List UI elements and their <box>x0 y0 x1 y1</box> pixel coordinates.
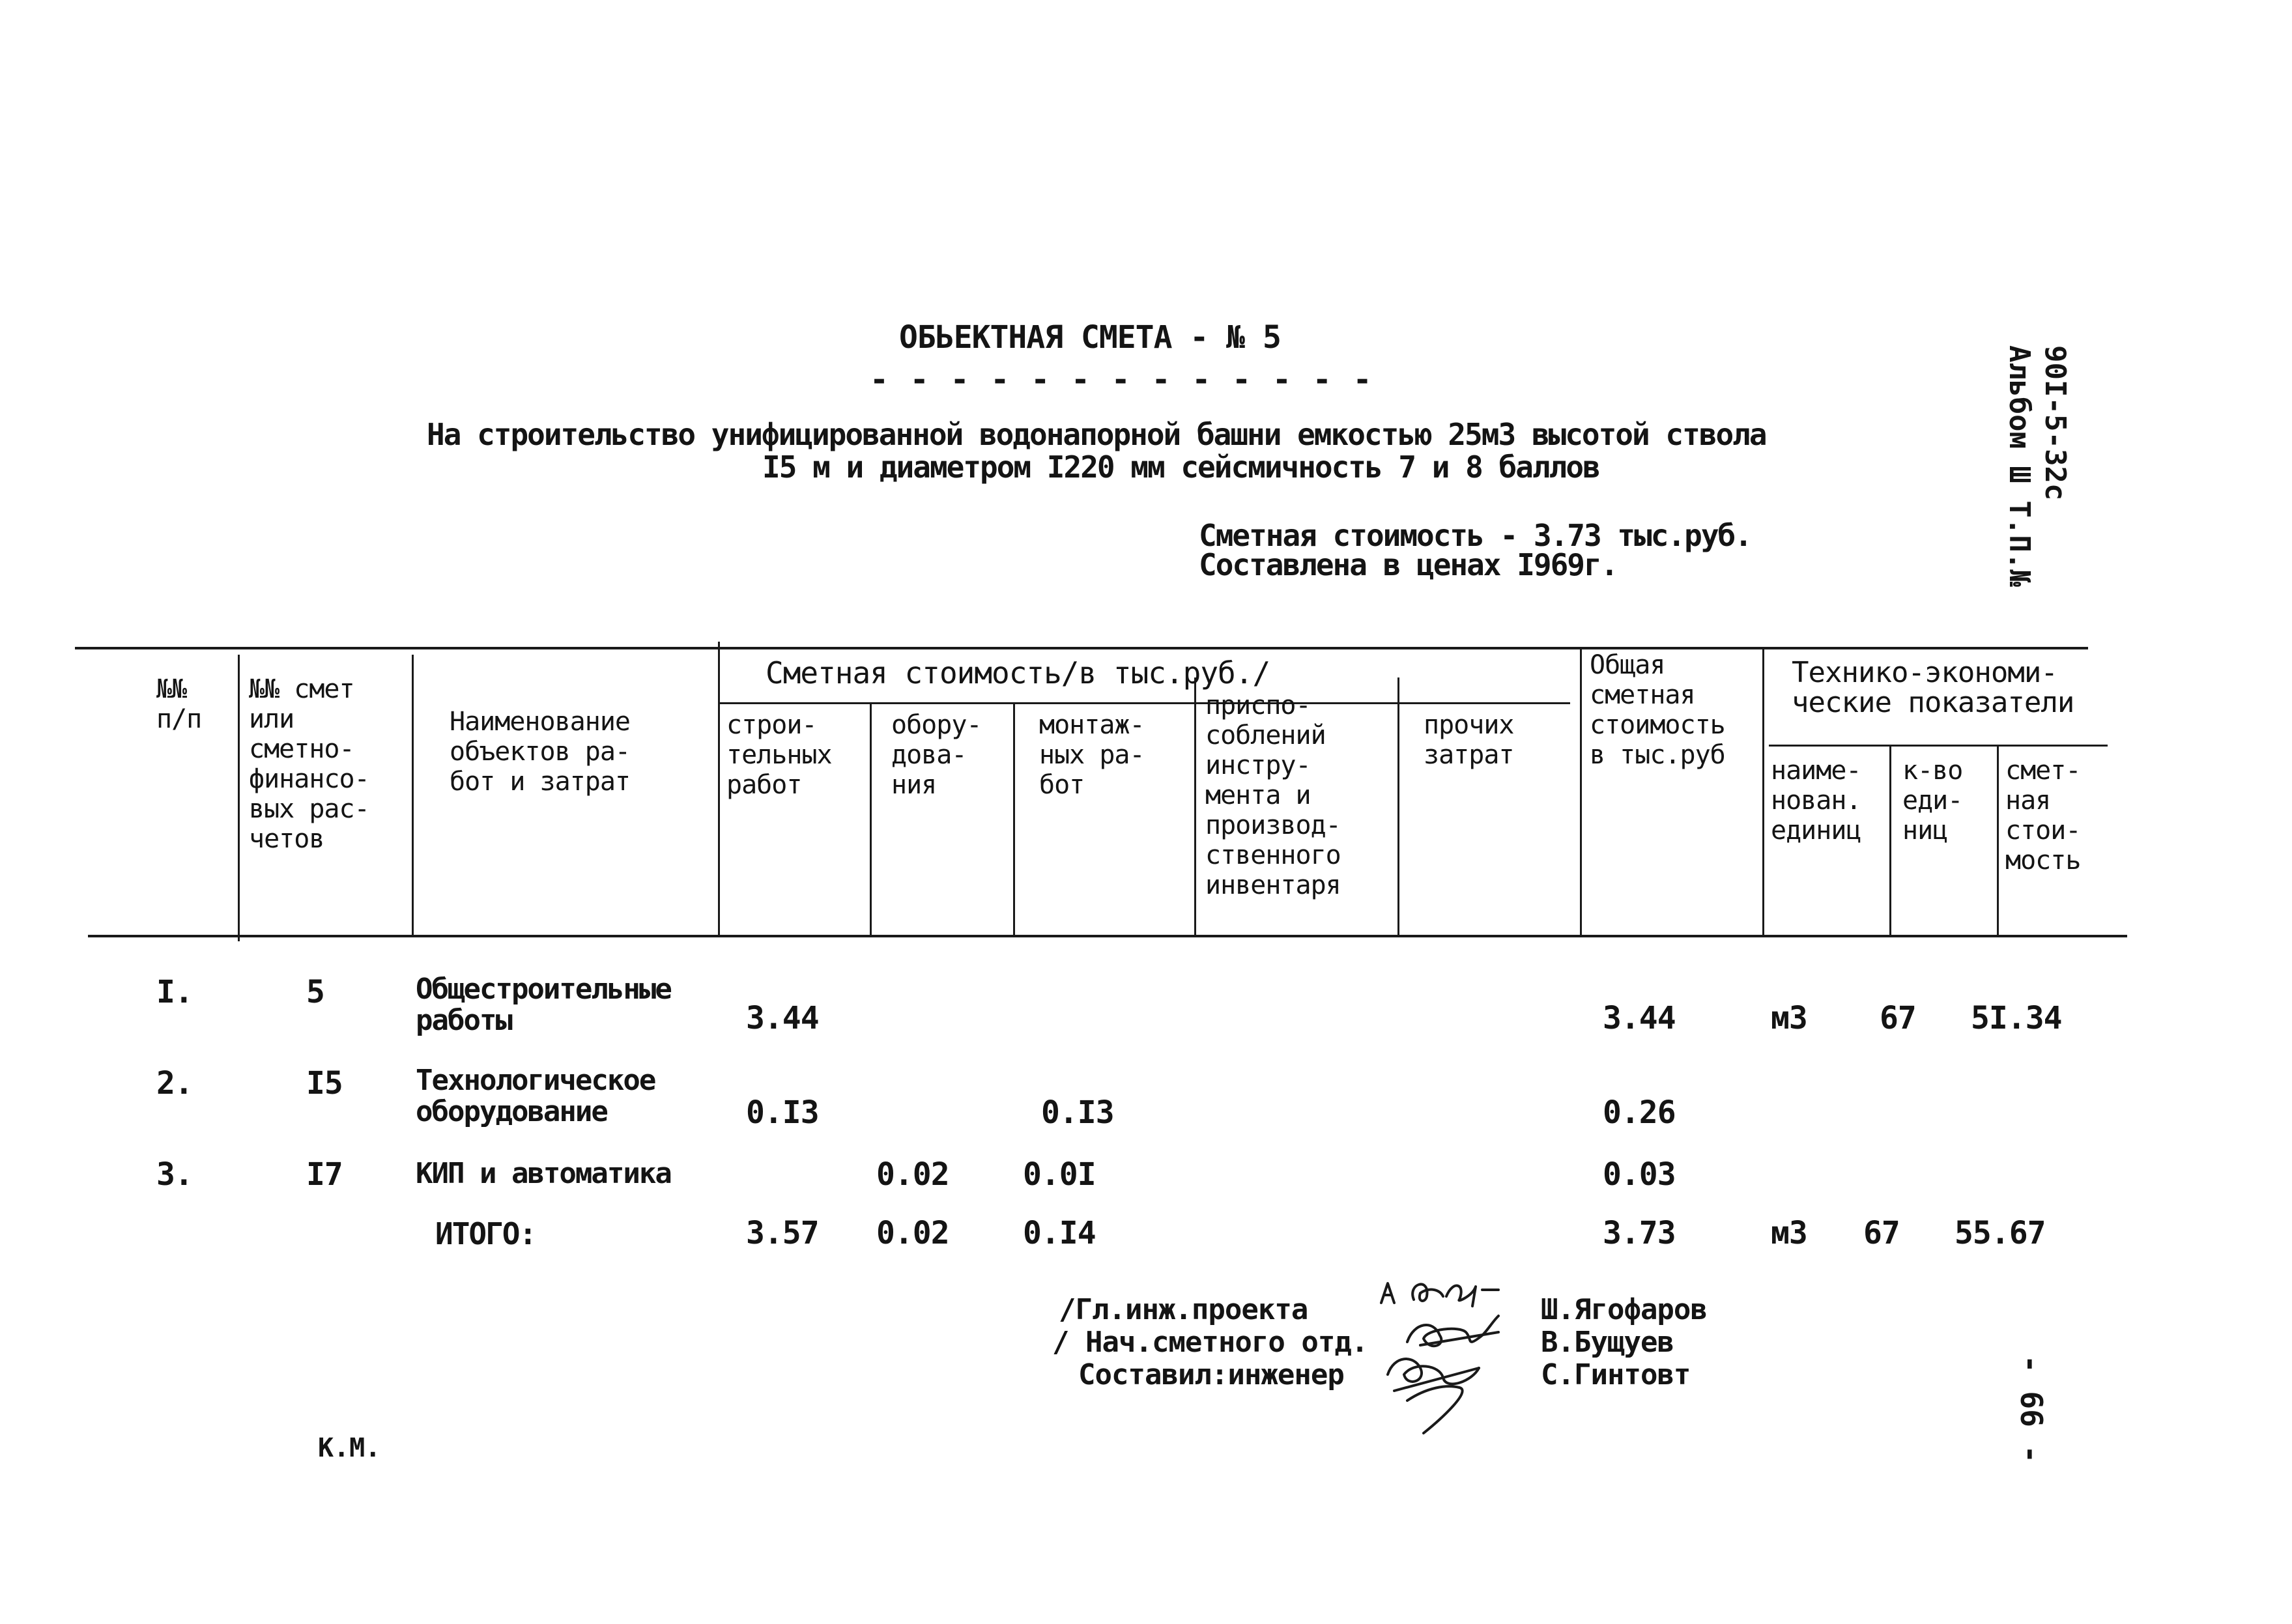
page-number: - 66 - <box>2014 1355 2049 1464</box>
total-unit: м3 <box>1771 1215 1807 1251</box>
row-installation: 0.0I <box>1023 1156 1096 1193</box>
total-quantity: 67 <box>1863 1215 1900 1251</box>
header-unit-name: наиме- нован. единиц <box>1771 756 1861 846</box>
signature-role: Составил:инженер <box>1078 1358 1344 1391</box>
row-construction: 0.I3 <box>746 1094 819 1131</box>
total-total: 3.73 <box>1603 1215 1676 1251</box>
signature-name: С.Гинтовт <box>1541 1358 1691 1391</box>
header-estimated-cost-group: Сметная стоимость/в тыс.руб./ <box>766 655 1270 691</box>
row-smeta: I5 <box>306 1065 343 1102</box>
row-unit-cost: 5I.34 <box>1971 1000 2062 1036</box>
row-name: Общестроительные работы <box>416 973 671 1037</box>
title-underline: - - - - - - - - - - - - - <box>870 362 1373 398</box>
album-reference: Альбом Ш Т.П.№ <box>2003 345 2036 587</box>
header-tech-econ-group: Технико-экономи- ческие показатели <box>1792 656 2074 719</box>
header-smeta-number: №№ смет или сметно- финансо- вых рас- четов <box>249 674 369 854</box>
document-title: ОБЬЕКТНАЯ СМЕТА - № 5 <box>899 319 1281 356</box>
row-num: 3. <box>156 1156 193 1193</box>
total-unit-cost: 55.67 <box>1955 1215 2046 1251</box>
row-total: 3.44 <box>1603 1000 1676 1036</box>
row-quantity: 67 <box>1880 1000 1916 1036</box>
total-label: ИТОГО: <box>435 1216 536 1251</box>
initials-mark: К.М. <box>318 1433 381 1463</box>
row-total: 0.26 <box>1603 1094 1676 1131</box>
row-equipment: 0.02 <box>876 1156 949 1193</box>
header-total-cost: Общая сметная стоимость в тыс.руб <box>1590 650 1725 770</box>
header-tools-inventory: приспо- соблений инстру- мента и производ- ственного инвентаря <box>1205 691 1341 900</box>
total-installation: 0.I4 <box>1023 1215 1096 1251</box>
row-smeta: 5 <box>306 974 324 1010</box>
row-construction: 3.44 <box>746 1000 819 1036</box>
row-smeta: I7 <box>306 1156 343 1193</box>
signature-role: / Нач.сметного отд. <box>1052 1326 1368 1359</box>
subtitle-line-1: На строительство унифицированной водонапорной башни емкостью 25м3 высотой ствола <box>427 417 1766 452</box>
signature-name: В.Бущуев <box>1541 1326 1674 1359</box>
header-other-costs: прочих затрат <box>1424 710 1514 770</box>
header-num: №№ п/п <box>156 674 202 734</box>
header-construction: строи- тельных работ <box>726 710 832 800</box>
header-installation: монтаж- ных ра- бот <box>1039 710 1145 800</box>
header-unit-cost: смет- ная стои- мость <box>2005 756 2081 876</box>
price-basis: Составлена в ценах I969г. <box>1199 547 1618 582</box>
header-equipment: обору- дова- ния <box>891 710 982 800</box>
row-name: Технологическое оборудование <box>416 1064 655 1128</box>
estimated-cost: Сметная стоимость - 3.73 тыс.руб. <box>1199 518 1751 553</box>
row-installation: 0.I3 <box>1041 1094 1114 1131</box>
total-equipment: 0.02 <box>876 1215 949 1251</box>
handwritten-signatures <box>1368 1270 1564 1440</box>
row-total: 0.03 <box>1603 1156 1676 1193</box>
header-unit-quantity: к-во еди- ниц <box>1902 756 1963 846</box>
row-num: 2. <box>156 1065 193 1102</box>
header-work-name: Наименование объектов ра- бот и затрат <box>450 707 630 797</box>
album-code: 90I-5-32с <box>2039 345 2072 501</box>
signature-role: /Гл.инж.проекта <box>1059 1293 1308 1326</box>
total-construction: 3.57 <box>746 1215 819 1251</box>
signature-name: Ш.Ягофаров <box>1541 1293 1707 1326</box>
row-num: I. <box>156 974 193 1010</box>
row-name: КИП и автоматика <box>416 1157 671 1190</box>
subtitle-line-2: I5 м и диаметром I220 мм сейсмичность 7 и 8 баллов <box>762 449 1599 485</box>
row-unit: м3 <box>1771 1000 1807 1036</box>
